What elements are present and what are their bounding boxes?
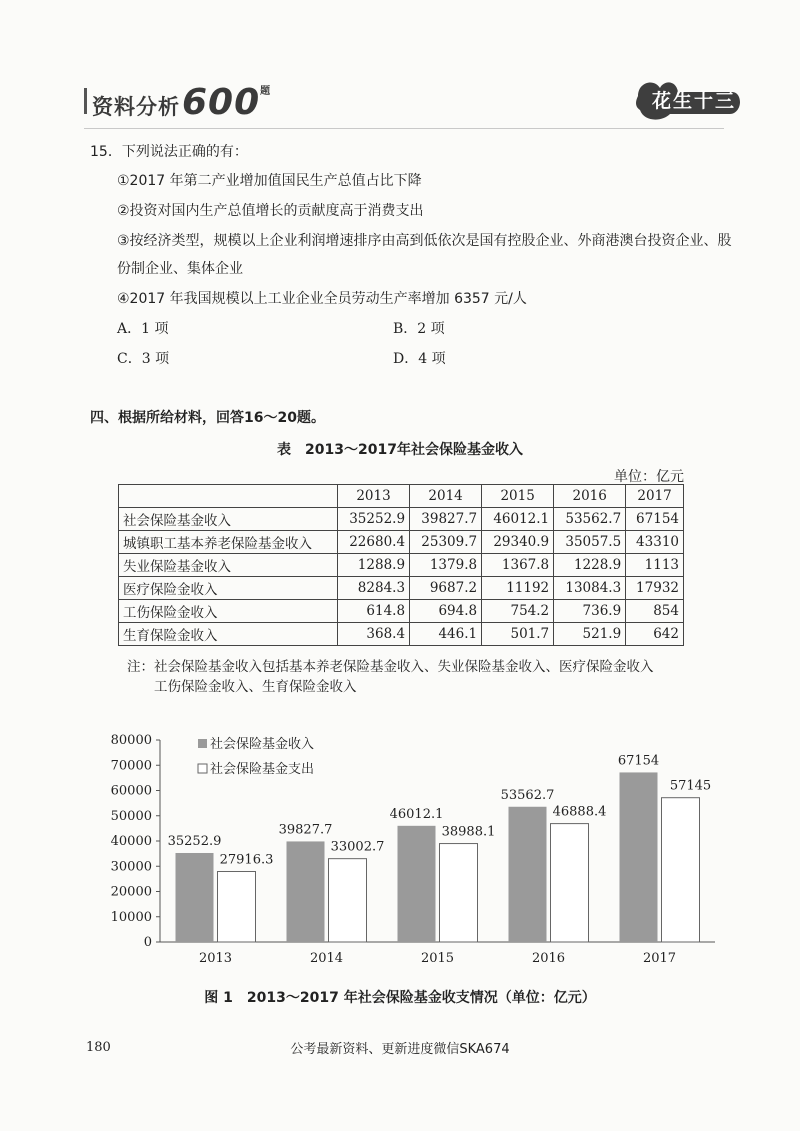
table-cell: 694.8 (410, 600, 482, 623)
y-tick-label: 20000 (110, 884, 152, 900)
table-cell: 39827.7 (410, 508, 482, 531)
legend-expense-swatch (198, 764, 207, 773)
table-cell: 642 (626, 623, 684, 646)
row-label: 社会保险基金收入 (119, 508, 338, 531)
expense-bar (551, 824, 589, 942)
y-tick-label: 0 (143, 935, 152, 950)
income-bar (620, 772, 658, 942)
table-row (119, 600, 684, 623)
header-rule (84, 128, 724, 129)
statement-4: ④2017 年我国规模以上工业企业全员劳动生产率增加 6357 元/人 (117, 291, 527, 307)
brand-logo (630, 74, 740, 124)
income-data-label: 53562.7 (500, 787, 555, 803)
income-bar (287, 841, 325, 942)
footer-text: 公考最新资料、更新进度微信SKA674 (290, 1042, 510, 1057)
row-label: 医疗保险金收入 (119, 577, 338, 600)
chart-caption: 图 1 2013～2017 年社会保险基金收支情况（单位：亿元） (204, 990, 596, 1006)
table-title: 表 2013～2017年社会保险基金收入 (277, 442, 523, 458)
y-tick-label: 40000 (110, 834, 152, 849)
table-cell: 53562.7 (554, 508, 626, 531)
table-note-line-2: 工伤保险金收入、生育保险金收入 (154, 679, 357, 695)
y-tick-label: 50000 (110, 808, 152, 824)
table-cell: 521.9 (554, 623, 626, 646)
expense-bar (329, 859, 367, 942)
expense-bar (218, 872, 256, 942)
x-tick-label: 2015 (420, 951, 455, 966)
legend-expense-label: 社会保险基金支出 (210, 762, 315, 777)
question-15-stem: 15．下列说法正确的有： (90, 144, 248, 160)
expense-bar (662, 798, 700, 942)
statement-2: ②投资对国内生产总值增长的贡献度高于消费支出 (117, 203, 424, 219)
table-cell: 46012.1 (482, 508, 554, 531)
table-cell: 501.7 (482, 623, 554, 646)
option-c[interactable]: C．3 项 (117, 351, 170, 367)
table-header-cell: 2015 (482, 485, 554, 508)
option-d[interactable]: D．4 项 (393, 351, 446, 367)
legend-income-label: 社会保险基金收入 (210, 737, 315, 752)
table-cell: 736.9 (554, 600, 626, 623)
x-tick-label: 2017 (642, 951, 677, 966)
page-number: 180 (86, 1040, 111, 1055)
table-row (119, 554, 684, 577)
row-label: 失业保险基金收入 (119, 554, 338, 577)
income-bar (398, 826, 436, 942)
table-cell: 22680.4 (338, 531, 410, 554)
income-bar (176, 853, 214, 942)
option-b[interactable]: B．2 项 (393, 321, 445, 337)
table-cell: 13084.3 (554, 577, 626, 600)
income-data-label: 39827.7 (278, 822, 333, 838)
income-bar (509, 807, 547, 942)
legend-income-swatch (198, 739, 207, 748)
brand-text: 花生十三 (652, 90, 737, 112)
statement-3: ③按经济类型，规模以上企业利润增速排序由高到低依次是国有控股企业、外商港澳台投资企业、股 (117, 233, 732, 249)
table-cell: 1113 (626, 554, 684, 577)
table-cell: 35057.5 (554, 531, 626, 554)
x-tick-label: 2014 (309, 951, 344, 966)
y-tick-label: 10000 (110, 909, 152, 925)
y-tick-label: 70000 (110, 758, 152, 774)
title-bar-decoration (84, 88, 87, 114)
book-title-suffix: 题 (260, 86, 272, 97)
table-header-cell: 2016 (554, 485, 626, 508)
table-cell: 8284.3 (338, 577, 410, 600)
expense-data-label: 57145 (669, 778, 712, 794)
table-cell: 25309.7 (410, 531, 482, 554)
table-unit: 单位：亿元 (614, 469, 684, 485)
expense-bar (440, 844, 478, 942)
table-cell: 368.4 (338, 623, 410, 646)
book-title-number: 600 (182, 82, 261, 123)
table-cell: 35252.9 (338, 508, 410, 531)
bar-chart (0, 720, 800, 980)
y-tick-label: 30000 (110, 859, 152, 875)
table-row (119, 508, 684, 531)
table-cell: 11192 (482, 577, 554, 600)
table-cell: 854 (626, 600, 684, 623)
table-cell: 17932 (626, 577, 684, 600)
y-tick-label: 60000 (110, 783, 152, 799)
row-label: 工伤保险金收入 (119, 600, 338, 623)
expense-data-label: 33002.7 (330, 839, 385, 855)
table-header-cell: 2014 (410, 485, 482, 508)
table-header-cell (119, 485, 338, 508)
income-data-label: 35252.9 (167, 833, 222, 849)
table-header-cell: 2017 (626, 485, 684, 508)
row-label: 城镇职工基本养老保险基金收入 (119, 531, 338, 554)
section-heading: 四、根据所给材料，回答16～20题。 (90, 410, 325, 426)
table-cell: 1367.8 (482, 554, 554, 577)
income-data-label: 46012.1 (389, 806, 444, 822)
x-tick-label: 2016 (531, 951, 566, 966)
table-cell: 614.8 (338, 600, 410, 623)
table-note-line-1: 注：社会保险基金收入包括基本养老保险基金收入、失业保险基金收入、医疗保险金收入 (127, 659, 654, 675)
data-table (118, 484, 684, 646)
book-title-text: 资料分析 (92, 95, 180, 119)
table-cell: 754.2 (482, 600, 554, 623)
table-cell: 67154 (626, 508, 684, 531)
statement-3-continued: 份制企业、集体企业 (117, 261, 243, 277)
table-row (119, 623, 684, 646)
table-row (119, 531, 684, 554)
table-header-cell: 2013 (338, 485, 410, 508)
table-cell: 1228.9 (554, 554, 626, 577)
statement-1: ①2017 年第二产业增加值国民生产总值占比下降 (117, 173, 422, 189)
table-cell: 446.1 (410, 623, 482, 646)
book-title (92, 82, 271, 123)
income-data-label: 67154 (617, 753, 660, 769)
option-a[interactable]: A．1 项 (117, 321, 169, 337)
y-tick-label: 80000 (110, 733, 152, 748)
row-label: 生育保险金收入 (119, 623, 338, 646)
table-cell: 43310 (626, 531, 684, 554)
expense-data-label: 27916.3 (219, 852, 274, 868)
x-tick-label: 2013 (198, 951, 233, 966)
table-row (119, 577, 684, 600)
expense-data-label: 46888.4 (552, 804, 607, 820)
table-cell: 29340.9 (482, 531, 554, 554)
table-cell: 9687.2 (410, 577, 482, 600)
table-cell: 1288.9 (338, 554, 410, 577)
table-header-row (119, 485, 684, 508)
expense-data-label: 38988.1 (441, 824, 496, 840)
table-cell: 1379.8 (410, 554, 482, 577)
